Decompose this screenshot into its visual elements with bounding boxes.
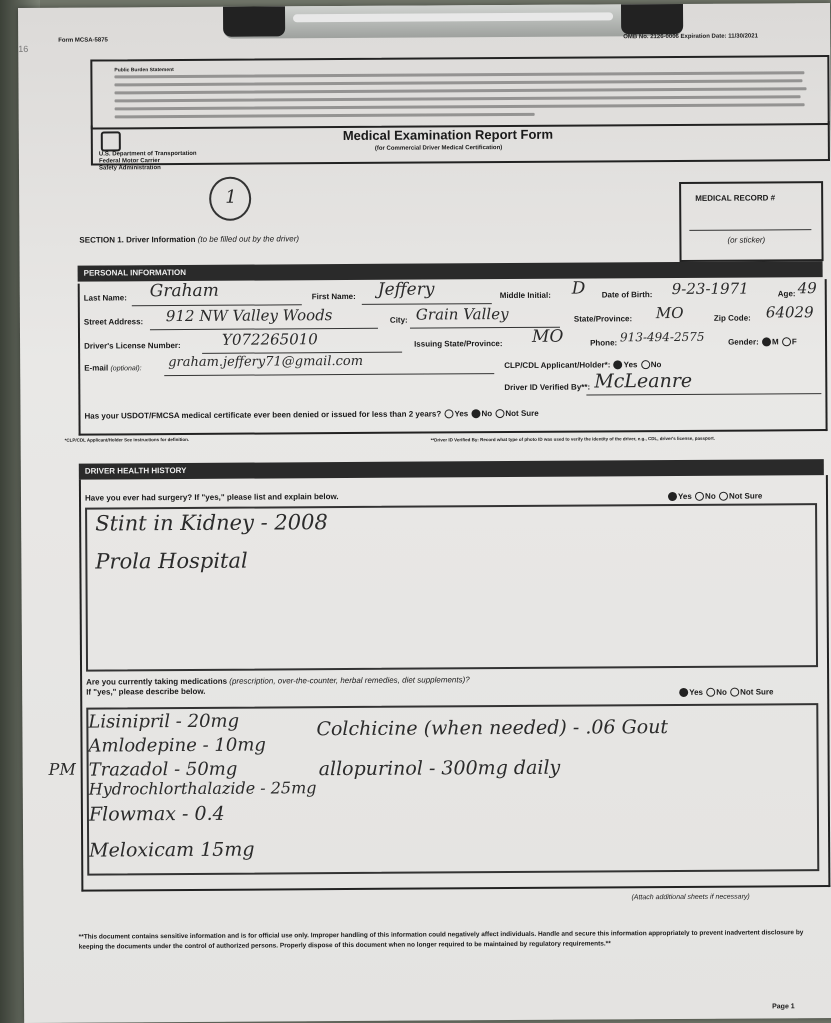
meds-answer [678, 687, 773, 697]
surgery-not-sure-label: Not Sure [728, 491, 763, 501]
med-line: Hydrochlorthalazide - 25mg [88, 778, 317, 799]
clp-footnote: *CLP/CDL Applicant/Holder See instructions for definition. [64, 436, 190, 443]
burden-text-line [115, 113, 535, 119]
form-title: Medical Examination Report Form [342, 126, 554, 144]
denied-not-sure-label: Not Sure [505, 408, 539, 419]
gender-f-radio[interactable] [782, 338, 791, 347]
burden-notice-caption: Public Burden Statement [114, 67, 174, 74]
medical-record-box [679, 181, 823, 262]
surgery-not-sure-radio[interactable] [719, 492, 728, 501]
verified-footnote: **Driver ID Verified By: Record what type of photo ID was used to verify the identity of the driver, e.g., CDL, driver's license, passport. [430, 435, 716, 443]
burden-text-line [115, 103, 805, 110]
denied-question-text: Has your USDOT/FMCSA medical certificate ever been denied or issued for less than 2 years? [84, 409, 442, 421]
medical-record-line [689, 229, 811, 231]
section-title [79, 234, 299, 244]
burden-text-line [114, 79, 802, 86]
attach-note: (Attach additional sheets if necessary) [631, 893, 750, 902]
surgery-answer [667, 491, 762, 501]
clp-yes-radio[interactable] [614, 361, 623, 370]
meds-question-text: Are you currently taking medications [86, 676, 228, 687]
email-label: E-mail [84, 363, 109, 373]
city-label: City: [389, 315, 408, 325]
clp-yes-label: Yes [623, 360, 638, 370]
medical-record-sub: (or sticker) [727, 235, 766, 245]
surgery-yes-radio[interactable] [668, 492, 677, 501]
denied-question [84, 409, 538, 421]
denied-yes-label: Yes [454, 409, 469, 419]
last-name-label: Last Name: [83, 293, 127, 303]
surgery-line: Prola Hospital [95, 548, 248, 574]
issuing-state-label: Issuing State/Province: [414, 339, 503, 349]
middle-initial-label: Middle Initial: [499, 290, 551, 301]
med-line: Amlodepine - 10mg [88, 734, 266, 757]
circled-mark [209, 177, 251, 221]
sensitive-info-notice: **This document contains sensitive information and is for official use only. Improper handling of this information could negatively affect individuals. Handle and secure this information appropriately to prevent inadvertent disclosure by keeping the documents under the control of authorized persons. Properly dispose of this document when no longer required to be maintained by regulatory requirements.** [78, 929, 804, 951]
meds-no-label: No [716, 687, 727, 697]
verified-line [586, 393, 821, 395]
first-name-field[interactable]: Jeffery [377, 279, 435, 300]
gender-group [728, 337, 797, 347]
med-line: Trazadol - 50mg [88, 758, 238, 781]
surgery-question: Have you ever had surgery? If "yes," please list and explain below. [84, 492, 339, 503]
middle-initial-field[interactable]: D [571, 278, 586, 299]
age-field[interactable]: 49 [797, 279, 817, 298]
page-number: Page 1 [772, 1003, 795, 1011]
meds-yes-radio[interactable] [679, 688, 688, 697]
clip-lug-left [223, 6, 285, 36]
clip-bar [293, 12, 613, 22]
city-field[interactable]: Grain Valley [415, 305, 509, 324]
dept-line: Safety Administration [98, 165, 161, 172]
age-label: Age: [777, 289, 796, 299]
street-label: Street Address: [83, 317, 144, 327]
gender-f-label: F [791, 337, 797, 347]
clip-lug-right [621, 4, 683, 34]
dept-line: U.S. Department of Transportation [98, 150, 197, 158]
issuing-state-field[interactable]: MO [531, 326, 564, 347]
meds-not-sure-radio[interactable] [730, 688, 739, 697]
pm-mark: PM [48, 759, 76, 779]
state-field[interactable]: MO [655, 303, 684, 323]
surgery-line: Stint in Kidney - 2008 [95, 510, 328, 536]
clp-group [504, 360, 661, 370]
gender-m-radio[interactable] [762, 338, 771, 347]
phone-field[interactable]: 913-494-2575 [619, 329, 705, 345]
clp-no-radio[interactable] [641, 361, 650, 370]
meds-yes-label: Yes [689, 687, 704, 697]
section-note: (to be filled out by the driver) [197, 234, 300, 244]
last-name-field[interactable]: Graham [149, 280, 219, 302]
form-id: Form MCSA-5875 [58, 37, 108, 44]
meds-not-sure-label: Not Sure [740, 687, 774, 697]
street-field[interactable]: 912 NW Valley Woods [165, 306, 333, 326]
surgery-yes-label: Yes [677, 491, 692, 501]
medical-record-label: MEDICAL RECORD # [695, 193, 776, 203]
clp-no-label: No [650, 360, 662, 370]
meds-question-followup: If "yes," please describe below. [86, 686, 206, 697]
dept-line: Federal Motor Carrier [98, 158, 160, 165]
dob-label: Date of Birth: [601, 290, 653, 300]
email-field[interactable]: graham.jeffery71@gmail.com [168, 353, 364, 371]
surgery-no-radio[interactable] [695, 492, 704, 501]
circled-number: 1 [225, 186, 237, 208]
state-label: State/Province: [573, 314, 633, 324]
clp-label: CLP/CDL Applicant/Holder*: [504, 360, 611, 371]
margin-mark: 16 [18, 43, 29, 54]
form-subtitle: (for Commercial Driver Medical Certification) [374, 145, 503, 152]
zip-label: Zip Code: [713, 313, 751, 323]
verified-label: Driver ID Verified By**: [504, 382, 591, 393]
med-line: allopurinol - 300mg daily [318, 756, 561, 781]
title-box [91, 121, 830, 172]
meds-no-radio[interactable] [706, 688, 715, 697]
health-history-header: DRIVER HEALTH HISTORY [79, 459, 824, 480]
med-line: Colchicine (when needed) - .06 Gout [316, 716, 669, 741]
dob-field[interactable]: 9-23-1971 [671, 279, 749, 299]
email-optional: (optional): [110, 365, 142, 373]
verified-field[interactable]: McLeanre [594, 369, 693, 393]
license-field[interactable]: Y072265010 [221, 330, 318, 349]
omb-number: OMB No. 2126-0006 Expiration Date: 11/30/2021 [623, 33, 758, 41]
dot-logo-icon [101, 131, 121, 151]
email-label-group [84, 363, 141, 372]
clipboard-clip [223, 4, 683, 39]
phone-label: Phone: [590, 338, 618, 348]
burden-text-line [115, 87, 807, 94]
personal-info-header: PERSONAL INFORMATION [78, 261, 823, 282]
burden-text-line [115, 95, 801, 102]
gender-m-label: M [771, 337, 779, 347]
zip-field[interactable]: 64029 [765, 303, 814, 322]
department-name [99, 151, 197, 173]
gender-label: Gender: [728, 337, 759, 347]
license-label: Driver's License Number: [84, 341, 181, 351]
form-paper [18, 3, 831, 1023]
denied-no-label: No [481, 409, 493, 419]
section-title-text: SECTION 1. Driver Information [79, 234, 196, 245]
email-line [164, 373, 494, 376]
denied-no-radio[interactable] [471, 410, 480, 419]
denied-yes-radio[interactable] [444, 410, 453, 419]
surgery-no-label: No [704, 491, 716, 501]
med-line: Lisinipril - 20mg [88, 710, 240, 733]
first-name-label: First Name: [311, 291, 356, 302]
burden-text-line [114, 71, 804, 78]
personal-info-box [78, 279, 828, 436]
burden-notice-box [90, 55, 829, 130]
med-line: Flowmax - 0.4 [88, 802, 225, 826]
denied-not-sure-radio[interactable] [495, 409, 504, 418]
med-line: Meloxicam 15mg [89, 838, 255, 862]
meds-question-detail: (prescription, over-the-counter, herbal remedies, diet supplements)? [229, 675, 470, 686]
